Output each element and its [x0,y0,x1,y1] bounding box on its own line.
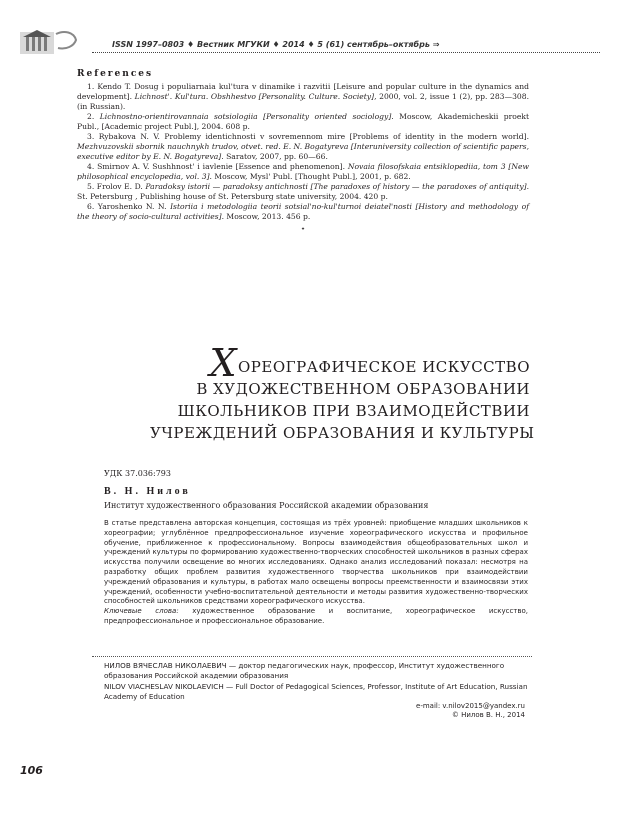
page-number: 106 [20,764,43,777]
keywords-label: Ключевые слова: [104,607,179,616]
bio-english: NILOV VIACHESLAV NIKOLAEVICH — Full Doctor of Pedagogical Sciences, Professor, Institute of Art Education, Russian Academy of Education [104,682,528,701]
reference-item: 1. Kendo T. Dosug i populiarnaia kul'tura v dinamike i razvitii [Leisure and popular culture in the dynamics and development]. Lichnost'. Kul'tura. Obshhestvo [Personality. Culture. Society], 2000, vol. 2, issue 1 (2), pp. 283—308. (in Russian). [77,82,529,111]
reference-item: 5. Frolov E. D. Paradoksy istorii — paradoksy antichnosti [The paradoxes of history — the paradoxes of antiquity]. St. Petersburg , Publishing house of St. Petersburg state university, 2004. 420 p. [77,182,529,201]
references-list [77,82,529,222]
abstract [104,519,528,627]
author-email[interactable]: e-mail: v.nilov2015@yandex.ru [416,702,525,710]
journal-header [20,28,600,58]
reference-item: 2. Lichnostno-orientirovannaia sotsiologiia [Personality oriented sociology]. Moscow, Akademicheskii proekt Publ., [Academic project Publ.], 2004. 608 p. [77,112,529,131]
abstract-text: В статье представлена авторская концепция, состоящая из трёх уровней: приобщение младших школьников к хореографии; углублённое предпрофессиональное изучение хореографического искусства и профильное обучение, приближенное к профессиональному. Вопросы взаимодействия общеобразовательных школ и учреждений культуры по формированию художественно-творческих способностей школьников в разных сферах искусства получили освещение во многих исследованиях. Однако анализ исследований показал: несмотря на разработку общих проблем развития художественного творчества школьников при взаимодействии учреждений образования и культуры, в работах мало освещены вопросы преемственности и взаимосвязи этих учреждений, особенности учебно-воспитательной деятельности и методы развития художественно-творческих способностей школьников средствами хореографического искусства. [104,519,528,606]
title-line-4: УЧРЕЖДЕНИЙ ОБРАЗОВАНИЯ И КУЛЬТУРЫ [150,424,535,442]
copyright-notice: © Нилов В. Н., 2014 [451,711,525,719]
university-logo-icon [20,28,80,56]
keywords-text: художественное образование и воспитание, хореографическое искусство, предпрофессиональное и профессиональное образование. [104,607,528,625]
keywords [104,607,528,627]
author-bio [104,661,528,701]
references-title: References [77,69,154,79]
author-contact [416,702,525,720]
author-affiliation: Институт художественного образования Российской академии образования [104,501,429,510]
title-line-3: ШКОЛЬНИКОВ ПРИ ВЗАИМОДЕЙСТВИИ [177,402,530,420]
bio-russian: НИЛОВ ВЯЧЕСЛАВ НИКОЛАЕВИЧ — доктор педагогических наук, профессор, Институт художественного образования Российской академии образования [104,661,505,680]
article-title [150,341,535,444]
bio-separator [92,656,532,657]
title-dropcap: Х [209,341,237,385]
title-line-2: В ХУДОЖЕСТВЕННОМ ОБРАЗОВАНИИ [196,380,530,398]
udk-code: УДК 37.036:793 [104,469,171,478]
title-line-1: ХОРЕОГРАФИЧЕСКОЕ ИСКУССТВО [209,341,530,385]
reference-item: 4. Smirnov A. V. Sushhnost' i iavlenie [Essence and phenomenon]. Novaia filosofskaia entsiklopediia, tom 3 [New philosophical encyclopedia, vol. 3]. Moscow, Mysl' Publ. [Thought Publ.], 2001, p. 682. [77,162,529,181]
header-rule [92,52,600,53]
reference-item: 3. Rybakova N. V. Problemy identichnosti v sovremennom mire [Problems of identity in the modern world]. Mezhvuzovskii sbornik nauchnykh trudov, otvet. red. E. N. Bogatyreva [Interuniversity collection of scientific papers, executive editor by E. N. Bogatyreva]. Saratov, 2007, pp. 60—66. [77,132,529,161]
section-separator-star: ⋆ [300,224,306,233]
references-section [77,69,529,234]
author-name: В. Н. Нилов [104,486,191,497]
journal-issue-line: ISSN 1997–0803 ♦ Вестник МГУКИ ♦ 2014 ♦ 5 (61) сентябрь–октябрь ⇒ [112,40,440,49]
reference-item: 6. Yaroshenko N. N. Istoriia i metodologiia teorii sotsial'no-kul'turnoi deiatel'nosti [History and methodology of the theory of socio-cultural activities]. Moscow, 2013. 456 p. [77,202,529,221]
